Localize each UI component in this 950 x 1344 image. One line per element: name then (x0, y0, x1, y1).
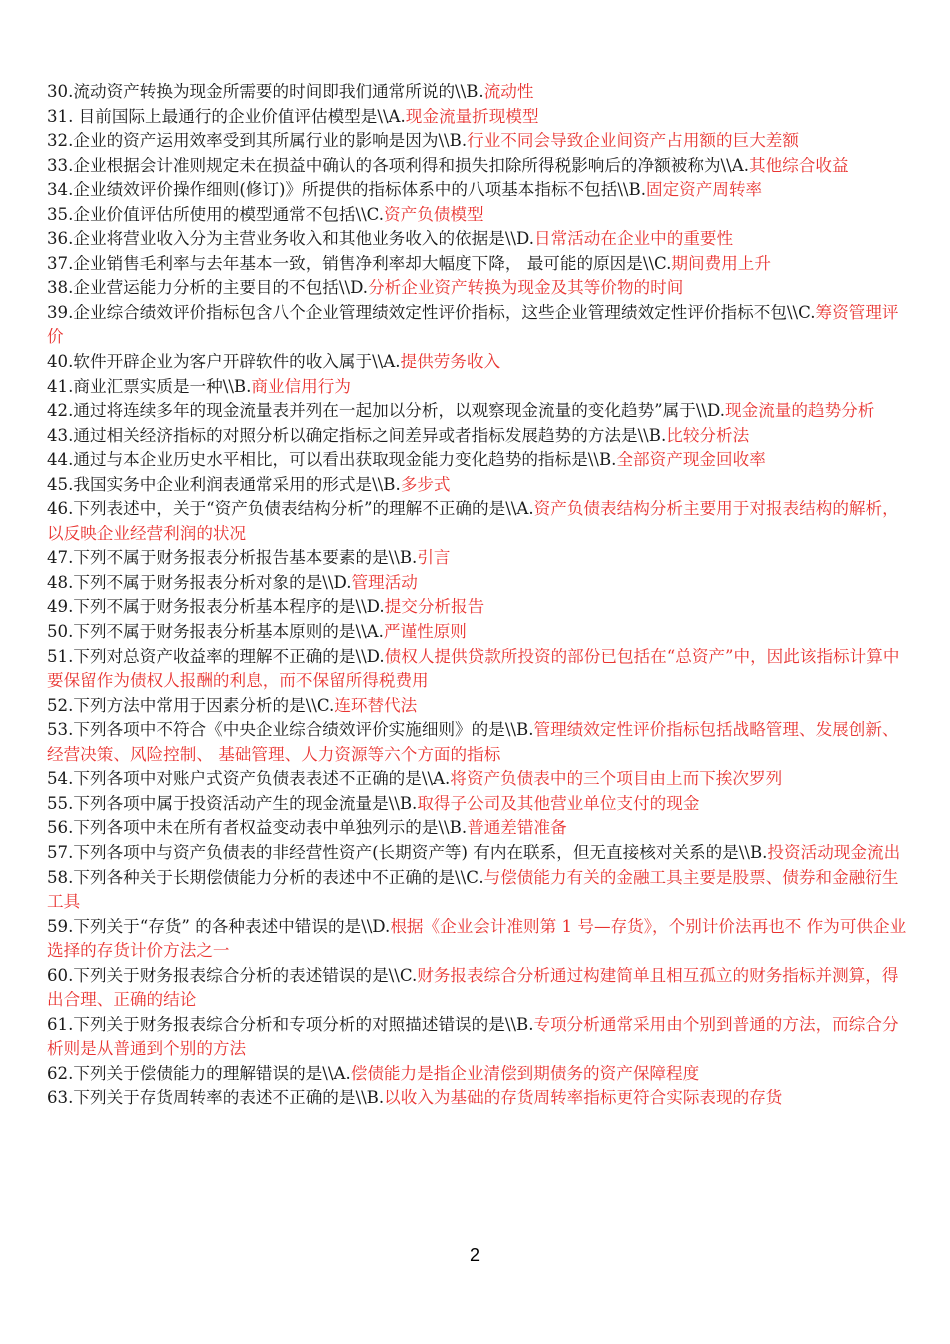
question-item (47, 473, 907, 498)
question-text: 31. 目前国际上最通行的企业价值评估模型是\\A. (47, 106, 406, 126)
question-text: 45.我国实务中企业利润表通常采用的形式是\\B. (47, 474, 401, 494)
question-text: 30.流动资产转换为现金所需要的时间即我们通常所说的\\B. (47, 82, 484, 101)
answer-text: 商业信用行为 (251, 376, 351, 396)
question-item (47, 1086, 907, 1111)
answer-text: 日常活动在企业中的重要性 (534, 229, 734, 249)
question-item (47, 571, 907, 596)
question-item (47, 424, 907, 449)
answer-text: 取得子公司及其他营业单位支付的现金 (417, 793, 700, 813)
answer-text: 严谨性原则 (383, 622, 467, 642)
answer-text: 财务报表综合分析通过构建简单且相互孤立的财务指标并测算，得出合理、正确的结论 (47, 965, 899, 1010)
question-list (47, 80, 907, 1111)
question-text: 43.通过相关经济指标的对照分析以确定指标之间差异或者指标发展趋势的方法是\\B. (47, 425, 667, 445)
answer-text: 资产负债模型 (384, 204, 484, 224)
question-item (47, 595, 907, 620)
question-text: 35.企业价值评估所使用的模型通常不包括\\C. (47, 204, 385, 224)
question-text: 56.下列各项中未在所有者权益变动表中单独列示的是\\B. (47, 818, 468, 838)
answer-text: 现金流量折现模型 (405, 106, 539, 126)
question-item (47, 792, 907, 817)
question-item (47, 350, 907, 375)
question-item (47, 276, 907, 301)
question-text: 40.软件开辟企业为客户开辟软件的收入属于\\A. (47, 352, 401, 372)
question-text: 62.下列关于偿债能力的理解错误的是\\A. (47, 1063, 351, 1083)
question-item (47, 252, 907, 277)
answer-text: 行业不同会导致企业间资产占用额的巨大差额 (467, 131, 799, 151)
question-text: 39.企业综合绩效评价指标包含八个企业管理绩效定性评价指标，这些企业管理绩效定性评价指标不包\\C. (47, 302, 816, 322)
answer-text: 期间费用上升 (671, 253, 771, 273)
question-text: 52.下列方法中常用于因素分析的是\\C. (47, 695, 335, 715)
question-text: 50.下列不属于财务报表分析基本原则的是\\A. (47, 622, 384, 642)
question-text: 48.下列不属于财务报表分析对象的是\\D. (47, 572, 352, 592)
question-text: 60.下列关于财务报表综合分析的表述错误的是\\C. (47, 965, 418, 985)
question-item (47, 620, 907, 645)
question-text: 46.下列表述中，关于“资产负债表结构分析”的理解不正确的是\\A. (47, 499, 534, 519)
question-text: 63.下列关于存货周转率的表述不正确的是\\B. (47, 1088, 385, 1108)
question-text: 33.企业根据会计准则规定未在损益中确认的各项利得和损失扣除所得税影响后的净额被称为\\A. (47, 155, 749, 175)
question-text: 34.企业绩效评价操作细则(修订)》所提供的指标体系中的八项基本指标不包括\\B. (47, 180, 646, 200)
answer-text: 与偿债能力有关的金融工具主要是股票、债券和金融衍生工具 (47, 867, 899, 912)
question-text: 37.企业销售毛利率与去年基本一致，销售净利率却大幅度下降， 最可能的原因是\\C. (47, 253, 672, 273)
answer-text: 全部资产现金回收率 (616, 450, 766, 470)
question-text: 38.企业营运能力分析的主要目的不包括\\D. (47, 278, 369, 298)
answer-text: 投资活动现金流出 (767, 842, 901, 862)
answer-text: 其他综合收益 (748, 155, 849, 175)
question-item (47, 497, 907, 546)
question-text: 53.下列各项中不符合《中央企业综合绩效评价实施细则》的是\\B. (47, 720, 534, 740)
question-item (47, 154, 907, 179)
answer-text: 提交分析报告 (384, 597, 485, 617)
answer-text: 以收入为基础的存货周转率指标更符合实际表现的存货 (384, 1088, 783, 1108)
answer-text: 管理绩效定性评价指标包括战略管理、发展创新、经营决策、风险控制、 基础管理、人力资源等六个方面的指标 (47, 720, 899, 764)
answer-text: 筹资管理评价 (47, 302, 899, 347)
question-item (47, 767, 907, 792)
question-item (47, 1013, 907, 1062)
answer-text: 流动性 (483, 82, 534, 101)
question-item (47, 178, 907, 203)
answer-text: 多步式 (400, 474, 451, 494)
question-text: 51.下列对总资产收益率的理解不正确的是\\D. (47, 646, 385, 666)
answer-text: 管理活动 (351, 572, 418, 592)
page-number: 2 (469, 1245, 480, 1265)
question-item (47, 816, 907, 841)
question-item (47, 227, 907, 252)
answer-text: 现金流量的趋势分析 (725, 401, 875, 421)
answer-text: 资产负债表结构分析主要用于对报表结构的解析，以反映企业经营利润的状况 (47, 499, 899, 543)
question-item (47, 915, 907, 964)
answer-text: 比较分析法 (666, 425, 750, 445)
question-item (47, 645, 907, 694)
question-item (47, 718, 907, 767)
answer-text: 引言 (417, 548, 451, 568)
question-text: 61.下列关于财务报表综合分析和专项分析的对照描述错误的是\\B. (47, 1014, 534, 1034)
question-item (47, 546, 907, 571)
question-item (47, 694, 907, 719)
question-text: 42.通过将连续多年的现金流量表并列在一起加以分析，以观察现金流量的变化趋势”属于\\D. (47, 401, 726, 421)
answer-text: 偿债能力是指企业清偿到期债务的资产保障程度 (350, 1063, 700, 1083)
question-item (47, 841, 907, 866)
question-item (47, 1062, 907, 1087)
question-text: 59.下列关于“存货” 的各种表述中错误的是\\D. (47, 916, 391, 936)
answer-text: 根据《企业会计准则第 1 号—存货》，个别计价法再也不 作为可供企业选择的存货计价方法之一 (47, 916, 907, 961)
question-item (47, 301, 907, 350)
answer-text: 分析企业资产转换为现金及其等价物的时间 (368, 278, 684, 298)
question-text: 55.下列各项中属于投资活动产生的现金流量是\\B. (47, 793, 418, 813)
question-text: 44.通过与本企业历史水平相比，可以看出获取现金能力变化趋势的指标是\\B. (47, 450, 617, 470)
question-text: 32.企业的资产运用效率受到其所属行业的影响是因为\\B. (47, 131, 468, 151)
question-item (47, 80, 907, 105)
question-text: 49.下列不属于财务报表分析基本程序的是\\D. (47, 597, 385, 617)
question-item (47, 399, 907, 424)
question-item (47, 129, 907, 154)
question-item (47, 105, 907, 130)
answer-text: 专项分析通常采用由个别到普通的方法，而综合分析则是从普通到个别的方法 (47, 1014, 899, 1059)
question-text: 36.企业将营业收入分为主营业务收入和其他业务收入的依据是\\D. (47, 229, 534, 249)
answer-text: 普通差错准备 (467, 818, 567, 838)
question-text: 47.下列不属于财务报表分析报告基本要素的是\\B. (47, 548, 418, 568)
answer-text: 将资产负债表中的三个项目由上而下挨次罗列 (450, 769, 783, 789)
question-item (47, 448, 907, 473)
question-item (47, 964, 907, 1013)
question-text: 57.下列各项中与资产负债表的非经营性资产(长期资产等) 有内在联系，但无直接核对关系的是\\B. (47, 842, 768, 862)
answer-text: 提供劳务收入 (400, 352, 501, 372)
answer-text: 固定资产周转率 (646, 180, 763, 200)
question-text: 58.下列各种关于长期偿债能力分析的表述中不正确的是\\C. (47, 867, 484, 887)
question-item (47, 375, 907, 400)
question-text: 41.商业汇票实质是一种\\B. (47, 376, 252, 396)
answer-text: 债权人提供贷款所投资的部份已包括在“总资产”中，因此该指标计算中要保留作为债权人报酬的利息，而不保留所得税费用 (47, 646, 900, 691)
question-text: 54.下列各项中对账户式资产负债表表述不正确的是\\A. (47, 769, 451, 789)
question-item (47, 203, 907, 228)
answer-text: 连环替代法 (334, 695, 418, 715)
question-item (47, 866, 907, 915)
